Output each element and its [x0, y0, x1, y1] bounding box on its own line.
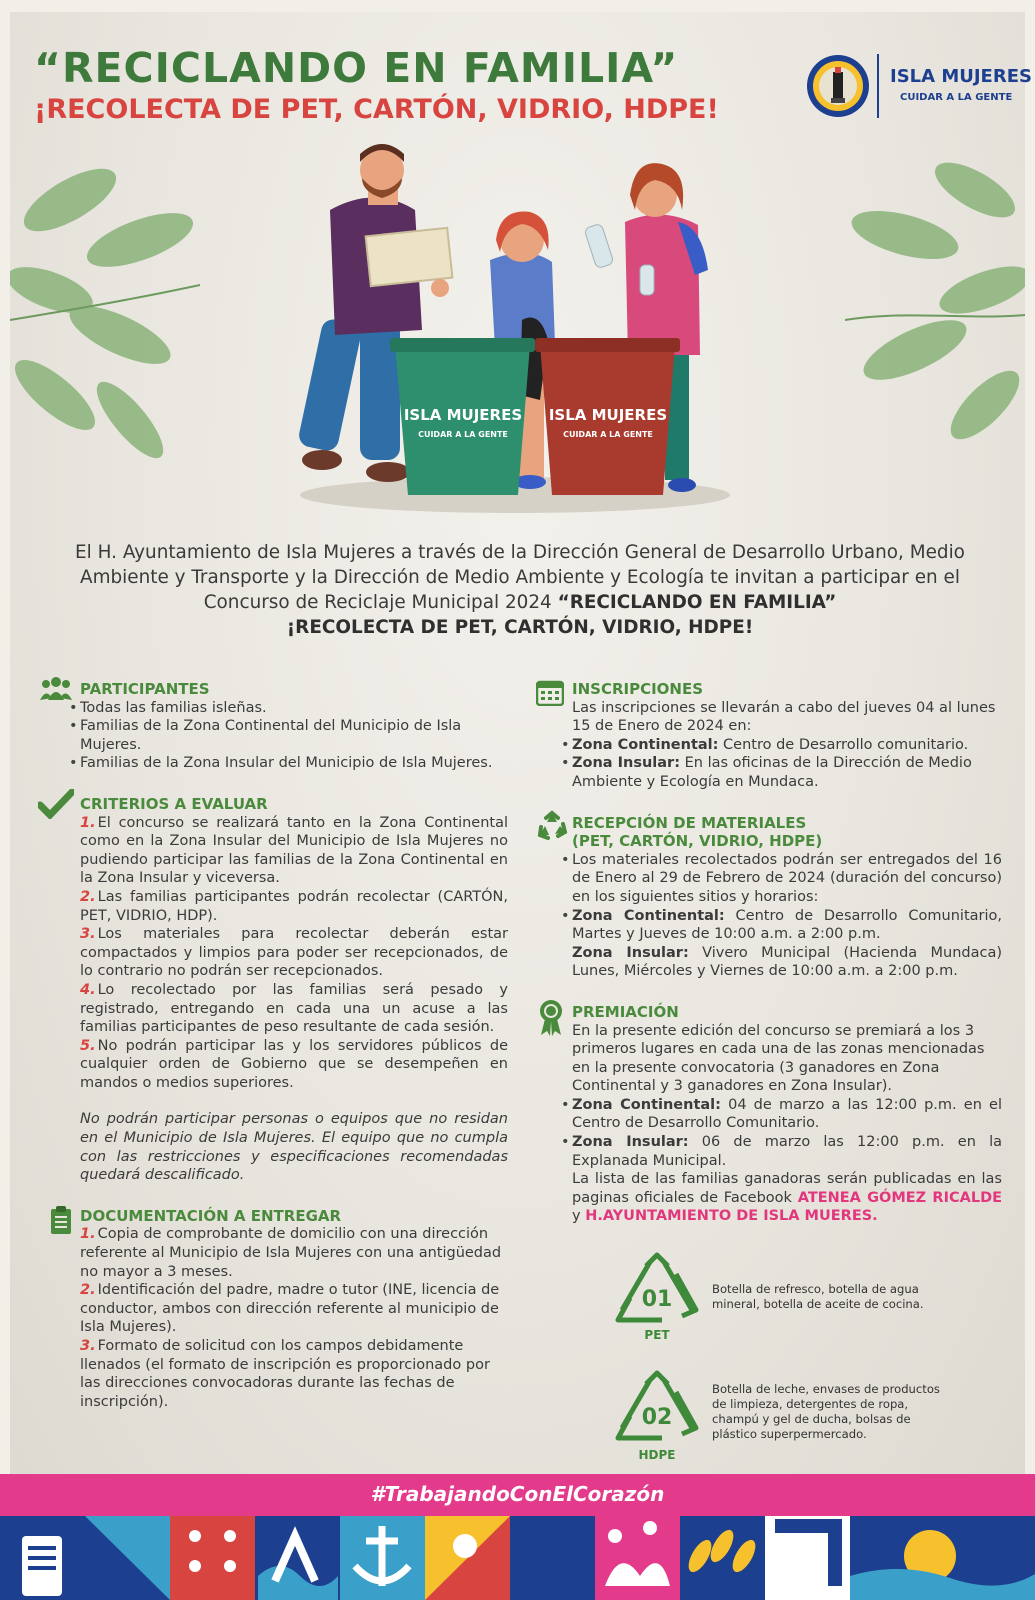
section-documentacion: [80, 1207, 508, 1412]
zona-text: Centro de Desarrollo Comunitario, Martes y Jueves de 10:00 a.m. a 2:00 p.m.: [572, 907, 1002, 943]
leaves-left-decoration: [10, 160, 210, 480]
inscripcion-item: [572, 736, 1002, 755]
intro-paragraph: [40, 540, 1000, 640]
checkmark-icon: [38, 789, 74, 819]
criterio-number: 3.: [80, 926, 96, 943]
red-bin-label: ISLA MUJERES: [548, 406, 668, 424]
green-bin-tagline: CUIDAR A LA GENTE: [418, 430, 508, 439]
hdpe-description: Botella de leche, envases de productos de limpieza, detergentes de ropa, champú y gel de ducha, bolsas de plástico superpermercado.: [712, 1382, 940, 1441]
criterios-note: No podrán participar personas o equipos que no residan en el Municipio de Isla Mujeres. El equipo que no cumpla con las restricciones y especificaciones recomendadas quedará descalificado.: [80, 1111, 508, 1184]
premiacion-text: En la presente edición del concurso se premiará a los 3 primeros lugares en cada una de las zonas mencionadas en la presente convocatoria (3 ganadores en Zona Continental y 3 ganadores en Zona Insular).: [572, 1022, 985, 1095]
intro-text: El H. Ayuntamiento de Isla Mujeres a través de la Dirección General de Desarrollo Urbano, Medio Ambiente y Transporte y la Dirección de Medio Ambiente y Ecología te invitan a participar en el Concurso de Reciclaje Municipal 2024: [75, 542, 965, 613]
recepcion-zona-continental: [572, 907, 1002, 944]
pet-name: PET: [644, 1328, 670, 1342]
inscripcion-item: [572, 754, 1002, 791]
criterio-text: Las familias participantes podrán recolectar (CARTÓN, PET, VIDRIO, HDP).: [80, 888, 508, 924]
recycle-icon: [536, 810, 568, 842]
zona-text: Vivero Municipal (Hacienda Mundaca) Lunes, Miércoles y Viernes de 10:00 a.m. a 2:00 p.m.: [572, 944, 1003, 980]
documento-text: Formato de solicitud con los campos debidamente llenados (el formato de inscripción es proporcionado por las direcciones convocadoras durante las fechas de inscripción).: [80, 1338, 490, 1410]
participante-item: • Familias de la Zona Insular del Municipio de Isla Mujeres.: [80, 754, 508, 773]
section-criterios: [80, 795, 508, 1185]
premiacion-zona-continental: [572, 1096, 1002, 1133]
documento-text: Copia de comprobante de domicilio con una dirección referente al Municipio de Isla Mujeres con una antigüedad no mayor a 3 meses.: [80, 1226, 502, 1280]
criterio-text: No podrán participar las y los servidores públicos de cualquier orden de Gobierno que se desempeñen en mandos o medios superiores.: [80, 1037, 508, 1091]
pet-code: 01: [641, 1287, 673, 1312]
documentacion-heading: DOCUMENTACIÓN A ENTREGAR: [80, 1206, 342, 1225]
conjunction: y: [572, 1208, 586, 1225]
facebook-page-ayuntamiento: H.AYUNTAMIENTO DE ISLA MUERES.: [585, 1208, 878, 1225]
poster-subtitle: ¡RECOLECTA DE PET, CARTÓN, VIDRIO, HDPE!: [34, 94, 719, 125]
recepcion-zona-insular: [572, 944, 1002, 981]
criterio-item: [80, 925, 508, 981]
premiacion-heading: PREMIACIÓN: [572, 1002, 679, 1021]
calendar-icon: [536, 678, 564, 706]
zona-text: 06 de marzo las 12:00 p.m. en la Explanada Municipal.: [572, 1134, 1002, 1169]
premiacion-zona-insular: [572, 1133, 1002, 1170]
zona-text: En las oficinas de la Dirección de Medio Ambiente y Ecología en Mundaca.: [572, 755, 972, 790]
family-recycling-illustration: [290, 140, 740, 520]
documento-item: [80, 1281, 508, 1337]
zona-label: Zona Continental:: [572, 1096, 721, 1113]
zona-label: Zona Insular:: [572, 755, 681, 772]
leaves-right-decoration: [845, 150, 1025, 470]
recepcion-subheading: (PET, CARTÓN, VIDRIO, HDPE): [572, 832, 823, 851]
zona-label: Zona Continental:: [572, 736, 719, 753]
criterio-text: Los materiales para recolectar deberán estar compactados y limpios para poder ser recepcionados, de lo contrario no podrán ser recepcionados.: [80, 926, 508, 980]
section-inscripciones: [572, 680, 1002, 792]
criterio-number: 4.: [80, 981, 96, 998]
logo-name: ISLA MUJERES: [890, 66, 1032, 87]
criterio-number: 5.: [80, 1037, 96, 1054]
left-column: [80, 680, 508, 1433]
section-recepcion: [572, 814, 1002, 981]
intro-materials: ¡RECOLECTA DE PET, CARTÓN, VIDRIO, HDPE!: [286, 617, 754, 638]
intro-contest-name: “RECICLANDO EN FAMILIA”: [557, 592, 837, 613]
criterios-heading: CRITERIOS A EVALUAR: [80, 794, 268, 813]
red-bin-tagline: CUIDAR A LA GENTE: [563, 430, 653, 439]
zona-label: Zona Insular:: [572, 1134, 689, 1151]
poster-title: “RECICLANDO EN FAMILIA”: [34, 44, 679, 92]
documento-number: 1.: [80, 1226, 96, 1243]
documento-text: Identificación del padre, madre o tutor (INE, licencia de conductor, ambos con dirección referente al municipio de Isla Mujeres).: [80, 1282, 500, 1336]
recycling-symbol-hdpe: [612, 1370, 702, 1464]
inscripciones-heading: INSCRIPCIONES: [572, 680, 704, 698]
recepcion-heading: RECEPCIÓN DE MATERIALES: [572, 813, 807, 832]
clipboard-icon: [50, 1205, 72, 1235]
premiacion-closing: [572, 1170, 1002, 1226]
documento-number: 3.: [80, 1338, 96, 1354]
zona-label: Zona Insular:: [572, 944, 689, 961]
logo-tagline: CUIDAR A LA GENTE: [900, 92, 1013, 103]
criterio-item: [80, 981, 508, 1037]
award-icon: [538, 999, 564, 1037]
footer-hashtag: #TrabajandoConElCorazón: [370, 1482, 665, 1506]
criterio-item: [80, 814, 508, 888]
recycling-symbol-pet: [612, 1252, 702, 1344]
documento-item: [80, 1337, 508, 1411]
hdpe-code: 02: [641, 1405, 673, 1430]
zona-text: Centro de Desarrollo comunitario.: [718, 736, 969, 753]
criterio-item: [80, 1037, 508, 1093]
criterio-text: Lo recolectado por las familias será pesado y registrado, entregando en cada una un acuse a las familias participantes de peso resultante de cada sesión.: [80, 981, 508, 1036]
recepcion-text: • Los materiales recolectados podrán ser entregados del 16 de Enero al 29 de Febrero de 2024 (duración del concurso) en los siguientes sitios y horarios:: [572, 851, 1002, 907]
hdpe-name: HDPE: [638, 1448, 676, 1462]
section-premiacion: [572, 1003, 1002, 1226]
zona-text: 04 de marzo a las 12:00 p.m. en el Centro de Desarrollo Comunitario.: [572, 1096, 1002, 1132]
pet-description: Botella de refresco, botella de agua mineral, botella de aceite de cocina.: [712, 1282, 924, 1311]
green-bin-label: ISLA MUJERES: [403, 406, 523, 424]
criterio-number: 1.: [80, 814, 96, 831]
inscripciones-text: Las inscripciones se llevarán a cabo del jueves 04 al lunes 15 de Enero de 2024 en:: [572, 699, 996, 735]
participante-item: • Familias de la Zona Continental del Municipio de Isla Mujeres.: [80, 717, 508, 754]
criterio-text: El concurso se realizará tanto en la Zona Continental como en la Zona Insular del Municipio de Isla Mujeres no pudiendo participar las familias de la Zona Continental en la Zona Insular y viceversa.: [80, 814, 508, 887]
participante-item: • Todas las familias isleñas.: [80, 699, 508, 718]
criterio-item: [80, 888, 508, 925]
people-icon: [40, 676, 72, 700]
criterio-number: 2.: [80, 888, 96, 905]
section-participantes: [80, 680, 508, 773]
closing-text: La lista de las familias ganadoras serán publicadas en las paginas oficiales de Facebook: [572, 1171, 1002, 1206]
documento-number: 2.: [80, 1282, 96, 1299]
zona-label: Zona Continental:: [572, 907, 725, 924]
facebook-page-atenea: ATENEA GÓMEZ RICALDE: [797, 1189, 1003, 1206]
documento-item: [80, 1225, 508, 1281]
participantes-heading: PARTICIPANTES: [80, 680, 210, 698]
right-column: [572, 680, 1002, 1248]
footer-pattern: [0, 1516, 1035, 1600]
